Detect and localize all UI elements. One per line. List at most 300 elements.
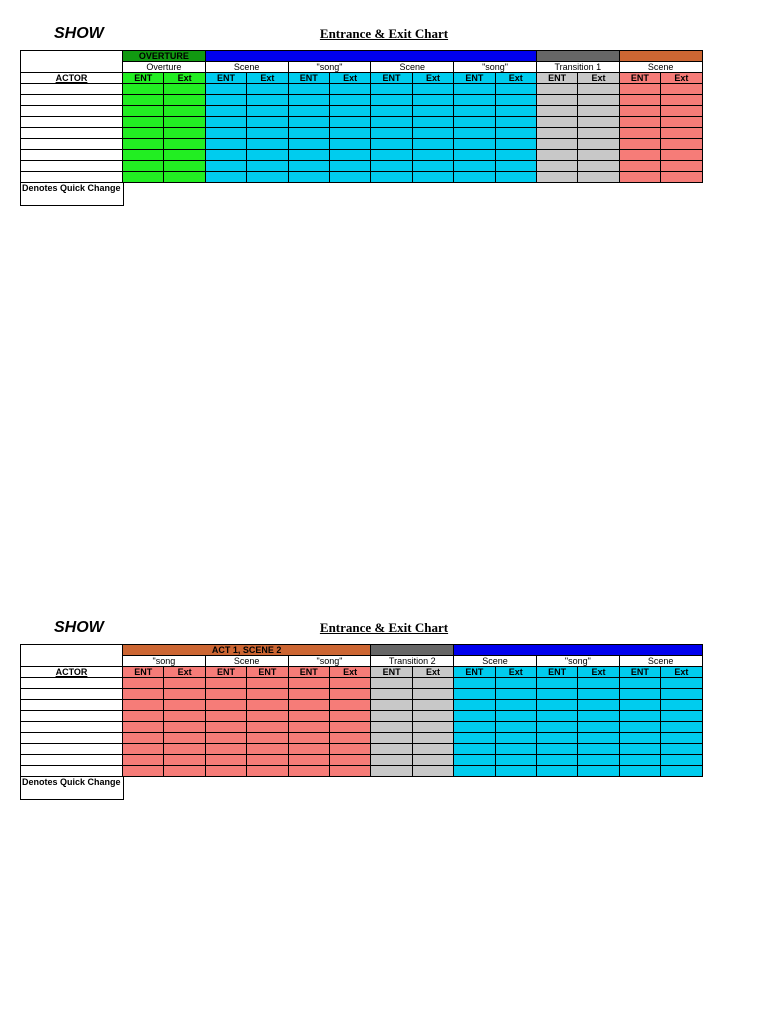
entry-cell[interactable] — [619, 95, 660, 106]
entry-cell[interactable] — [123, 755, 164, 766]
entry-cell[interactable] — [536, 766, 577, 777]
entry-cell[interactable] — [495, 150, 536, 161]
entry-cell[interactable] — [536, 84, 577, 95]
entry-cell[interactable] — [329, 733, 370, 744]
entry-cell[interactable] — [495, 689, 536, 700]
entry-cell[interactable] — [454, 722, 495, 733]
entry-cell[interactable] — [536, 117, 577, 128]
entry-cell[interactable] — [164, 150, 205, 161]
entry-cell[interactable] — [288, 128, 329, 139]
entry-cell[interactable] — [123, 678, 164, 689]
entry-cell[interactable] — [288, 689, 329, 700]
entry-cell[interactable] — [412, 150, 453, 161]
actor-row — [21, 150, 703, 161]
entry-cell[interactable] — [412, 678, 453, 689]
entry-cell[interactable] — [288, 150, 329, 161]
actor-name-cell[interactable] — [21, 95, 123, 106]
entry-cell[interactable] — [578, 700, 619, 711]
entry-cell[interactable] — [247, 84, 288, 95]
entry-cell[interactable] — [454, 117, 495, 128]
entry-cell[interactable] — [495, 95, 536, 106]
entry-cell[interactable] — [495, 700, 536, 711]
entry-cell[interactable] — [247, 700, 288, 711]
entry-cell[interactable] — [412, 689, 453, 700]
entry-cell[interactable] — [371, 117, 412, 128]
entry-cell[interactable] — [495, 106, 536, 117]
entry-cell[interactable] — [371, 139, 412, 150]
entry-cell[interactable] — [288, 95, 329, 106]
entry-cell[interactable] — [454, 95, 495, 106]
entry-cell[interactable] — [288, 84, 329, 95]
entry-cell[interactable] — [329, 700, 370, 711]
entry-cell[interactable] — [371, 678, 412, 689]
entry-cell[interactable] — [205, 711, 246, 722]
column-header: Ext — [412, 667, 453, 678]
entry-cell[interactable] — [578, 172, 619, 183]
entry-cell[interactable] — [412, 744, 453, 755]
entry-cell[interactable] — [619, 711, 660, 722]
entry-cell[interactable] — [454, 766, 495, 777]
entry-cell[interactable] — [205, 84, 246, 95]
entry-cell[interactable] — [454, 150, 495, 161]
entry-cell[interactable] — [412, 106, 453, 117]
entry-cell[interactable] — [123, 106, 164, 117]
actor-name-cell[interactable] — [21, 106, 123, 117]
entry-cell[interactable] — [329, 139, 370, 150]
entry-cell[interactable] — [371, 150, 412, 161]
entry-cell[interactable] — [495, 128, 536, 139]
entry-cell[interactable] — [578, 766, 619, 777]
entry-cell[interactable] — [247, 128, 288, 139]
entry-cell[interactable] — [661, 722, 702, 733]
entry-cell[interactable] — [288, 106, 329, 117]
entry-cell[interactable] — [536, 700, 577, 711]
entry-cell[interactable] — [661, 711, 702, 722]
entry-cell[interactable] — [247, 766, 288, 777]
entry-cell[interactable] — [247, 755, 288, 766]
entry-cell[interactable] — [454, 128, 495, 139]
entry-cell[interactable] — [329, 766, 370, 777]
entry-cell[interactable] — [288, 744, 329, 755]
entry-cell[interactable] — [661, 766, 702, 777]
entry-cell[interactable] — [371, 766, 412, 777]
entry-cell[interactable] — [247, 139, 288, 150]
entry-cell[interactable] — [371, 744, 412, 755]
entry-cell[interactable] — [164, 84, 205, 95]
entry-cell[interactable] — [288, 678, 329, 689]
entry-cell[interactable] — [164, 117, 205, 128]
entry-cell[interactable] — [329, 711, 370, 722]
actor-name-cell[interactable] — [21, 84, 123, 95]
show-title: SHOW — [54, 25, 104, 42]
entry-cell[interactable] — [247, 678, 288, 689]
entry-cell[interactable] — [371, 722, 412, 733]
segment-label: "song" — [288, 656, 371, 667]
segment-label: Overture — [123, 62, 206, 73]
entry-cell[interactable] — [619, 128, 660, 139]
column-header: ENT — [205, 667, 246, 678]
entry-cell[interactable] — [288, 700, 329, 711]
entry-cell[interactable] — [412, 766, 453, 777]
entry-cell[interactable] — [371, 95, 412, 106]
entry-cell[interactable] — [536, 95, 577, 106]
entry-cell[interactable] — [454, 172, 495, 183]
entry-cell[interactable] — [495, 161, 536, 172]
entry-cell[interactable] — [578, 689, 619, 700]
entry-cell[interactable] — [123, 139, 164, 150]
entry-cell[interactable] — [536, 678, 577, 689]
entry-cell[interactable] — [619, 766, 660, 777]
entry-cell[interactable] — [164, 128, 205, 139]
entry-cell[interactable] — [329, 744, 370, 755]
entry-cell[interactable] — [123, 84, 164, 95]
entry-cell[interactable] — [661, 172, 702, 183]
entry-cell[interactable] — [205, 106, 246, 117]
entry-cell[interactable] — [205, 733, 246, 744]
entry-cell[interactable] — [205, 755, 246, 766]
entry-cell[interactable] — [495, 139, 536, 150]
entry-cell[interactable] — [619, 117, 660, 128]
entry-cell[interactable] — [454, 689, 495, 700]
entry-cell[interactable] — [164, 744, 205, 755]
entry-cell[interactable] — [412, 700, 453, 711]
entry-cell[interactable] — [578, 711, 619, 722]
entry-cell[interactable] — [495, 117, 536, 128]
entry-cell[interactable] — [661, 95, 702, 106]
entry-cell[interactable] — [536, 744, 577, 755]
actor-name-cell[interactable] — [21, 722, 123, 733]
entry-cell[interactable] — [288, 766, 329, 777]
entry-cell[interactable] — [288, 139, 329, 150]
entry-cell[interactable] — [619, 139, 660, 150]
entry-cell[interactable] — [454, 744, 495, 755]
column-header: Ext — [578, 73, 619, 84]
entry-cell[interactable] — [578, 150, 619, 161]
entry-cell[interactable] — [619, 106, 660, 117]
entry-cell[interactable] — [164, 678, 205, 689]
entry-cell[interactable] — [247, 744, 288, 755]
actor-row — [21, 711, 703, 722]
entry-cell[interactable] — [371, 172, 412, 183]
entry-cell[interactable] — [536, 139, 577, 150]
entry-cell[interactable] — [578, 722, 619, 733]
entry-cell[interactable] — [578, 95, 619, 106]
entry-cell[interactable] — [454, 139, 495, 150]
entry-cell[interactable] — [371, 700, 412, 711]
entry-cell[interactable] — [578, 106, 619, 117]
entry-cell[interactable] — [661, 744, 702, 755]
entry-cell[interactable] — [412, 95, 453, 106]
entry-cell[interactable] — [288, 755, 329, 766]
entry-cell[interactable] — [578, 139, 619, 150]
entry-cell[interactable] — [164, 95, 205, 106]
entry-cell[interactable] — [371, 755, 412, 766]
entry-cell[interactable] — [495, 711, 536, 722]
actor-name-cell[interactable] — [21, 172, 123, 183]
entry-cell[interactable] — [661, 678, 702, 689]
entry-cell[interactable] — [619, 689, 660, 700]
segment-label-row — [21, 62, 703, 73]
entry-cell[interactable] — [164, 766, 205, 777]
entry-cell[interactable] — [495, 722, 536, 733]
entry-cell[interactable] — [454, 755, 495, 766]
segment-label: "song" — [536, 656, 619, 667]
entry-cell[interactable] — [329, 95, 370, 106]
entry-cell[interactable] — [123, 161, 164, 172]
entry-cell[interactable] — [619, 150, 660, 161]
actor-name-cell[interactable] — [21, 744, 123, 755]
entry-cell[interactable] — [164, 172, 205, 183]
entry-cell[interactable] — [619, 700, 660, 711]
entry-cell[interactable] — [205, 161, 246, 172]
entry-cell[interactable] — [536, 689, 577, 700]
column-header: ENT — [123, 667, 164, 678]
entry-cell[interactable] — [578, 117, 619, 128]
entry-cell[interactable] — [123, 722, 164, 733]
entry-cell[interactable] — [495, 766, 536, 777]
entry-cell[interactable] — [329, 172, 370, 183]
actor-name-cell[interactable] — [21, 117, 123, 128]
entry-cell[interactable] — [536, 172, 577, 183]
entry-cell[interactable] — [164, 161, 205, 172]
entry-cell[interactable] — [164, 700, 205, 711]
entry-cell[interactable] — [661, 161, 702, 172]
entry-cell[interactable] — [123, 128, 164, 139]
entry-cell[interactable] — [619, 678, 660, 689]
entry-cell[interactable] — [123, 733, 164, 744]
entry-cell[interactable] — [288, 172, 329, 183]
entry-cell[interactable] — [164, 755, 205, 766]
entry-cell[interactable] — [412, 755, 453, 766]
entry-cell[interactable] — [454, 678, 495, 689]
entry-cell[interactable] — [247, 161, 288, 172]
entry-cell[interactable] — [578, 678, 619, 689]
column-header: ENT — [288, 73, 329, 84]
entry-cell[interactable] — [247, 722, 288, 733]
entry-cell[interactable] — [495, 744, 536, 755]
entry-cell[interactable] — [247, 150, 288, 161]
entry-cell[interactable] — [205, 678, 246, 689]
quick-change-legend: Denotes Quick Change — [20, 776, 124, 800]
entry-cell[interactable] — [536, 755, 577, 766]
entry-cell[interactable] — [247, 117, 288, 128]
entry-cell[interactable] — [288, 722, 329, 733]
entry-cell[interactable] — [454, 733, 495, 744]
entry-cell[interactable] — [619, 744, 660, 755]
entry-cell[interactable] — [536, 106, 577, 117]
entry-cell[interactable] — [329, 678, 370, 689]
entry-cell[interactable] — [329, 128, 370, 139]
entry-cell[interactable] — [454, 84, 495, 95]
entry-cell[interactable] — [619, 161, 660, 172]
actor-name-cell[interactable] — [21, 700, 123, 711]
entry-cell[interactable] — [164, 722, 205, 733]
entry-cell[interactable] — [371, 689, 412, 700]
entry-cell[interactable] — [123, 689, 164, 700]
entry-cell[interactable] — [536, 722, 577, 733]
entry-cell[interactable] — [288, 161, 329, 172]
entry-cell[interactable] — [247, 106, 288, 117]
entry-cell[interactable] — [164, 711, 205, 722]
entry-cell[interactable] — [205, 150, 246, 161]
entry-cell[interactable] — [661, 84, 702, 95]
entry-cell[interactable] — [247, 172, 288, 183]
entry-cell[interactable] — [412, 84, 453, 95]
entry-cell[interactable] — [205, 117, 246, 128]
entry-cell[interactable] — [123, 150, 164, 161]
entry-cell[interactable] — [619, 755, 660, 766]
entry-cell[interactable] — [661, 117, 702, 128]
entry-cell[interactable] — [205, 95, 246, 106]
entry-cell[interactable] — [247, 95, 288, 106]
scene-group-header — [536, 51, 619, 62]
show-title: SHOW — [54, 619, 104, 636]
entry-cell[interactable] — [454, 106, 495, 117]
entry-cell[interactable] — [329, 106, 370, 117]
column-header: Ext — [164, 667, 205, 678]
entry-cell[interactable] — [247, 711, 288, 722]
actor-name-cell[interactable] — [21, 766, 123, 777]
entry-cell[interactable] — [578, 128, 619, 139]
scene-group-header — [619, 51, 702, 62]
entry-cell[interactable] — [412, 139, 453, 150]
entry-cell[interactable] — [454, 161, 495, 172]
entry-cell[interactable] — [205, 722, 246, 733]
entry-cell[interactable] — [412, 711, 453, 722]
actor-name-cell[interactable] — [21, 150, 123, 161]
entry-cell[interactable] — [371, 106, 412, 117]
actor-name-cell[interactable] — [21, 755, 123, 766]
actor-name-cell[interactable] — [21, 139, 123, 150]
entry-cell[interactable] — [329, 161, 370, 172]
entry-cell[interactable] — [619, 172, 660, 183]
entry-cell[interactable] — [123, 95, 164, 106]
entry-cell[interactable] — [371, 128, 412, 139]
entry-cell[interactable] — [578, 755, 619, 766]
entry-cell[interactable] — [412, 161, 453, 172]
chart-title: Entrance & Exit Chart — [319, 620, 449, 635]
entrance-exit-table — [20, 50, 703, 183]
entry-cell[interactable] — [578, 161, 619, 172]
actor-name-cell[interactable] — [21, 711, 123, 722]
entry-cell[interactable] — [123, 700, 164, 711]
entry-cell[interactable] — [412, 172, 453, 183]
entry-cell[interactable] — [661, 755, 702, 766]
entry-cell[interactable] — [661, 733, 702, 744]
entry-cell[interactable] — [247, 689, 288, 700]
column-header: Ext — [247, 73, 288, 84]
entry-cell[interactable] — [371, 161, 412, 172]
entry-cell[interactable] — [371, 733, 412, 744]
entry-cell[interactable] — [123, 766, 164, 777]
entry-cell[interactable] — [661, 128, 702, 139]
entry-cell[interactable] — [329, 755, 370, 766]
entry-cell[interactable] — [205, 172, 246, 183]
entry-cell[interactable] — [247, 733, 288, 744]
scene-group-header — [371, 645, 454, 656]
entry-cell[interactable] — [536, 128, 577, 139]
entry-cell[interactable] — [578, 744, 619, 755]
actor-row — [21, 733, 703, 744]
entry-cell[interactable] — [205, 700, 246, 711]
group-header-row — [21, 51, 703, 62]
entry-cell[interactable] — [164, 733, 205, 744]
entry-cell[interactable] — [619, 733, 660, 744]
entry-cell[interactable] — [412, 733, 453, 744]
entry-cell[interactable] — [536, 733, 577, 744]
actor-name-cell[interactable] — [21, 678, 123, 689]
entry-cell[interactable] — [619, 84, 660, 95]
entry-cell[interactable] — [164, 106, 205, 117]
entry-cell[interactable] — [205, 766, 246, 777]
entry-cell[interactable] — [123, 117, 164, 128]
entry-cell[interactable] — [412, 117, 453, 128]
entry-cell[interactable] — [578, 84, 619, 95]
entry-cell[interactable] — [205, 128, 246, 139]
entry-cell[interactable] — [371, 84, 412, 95]
actor-name-cell[interactable] — [21, 161, 123, 172]
actor-name-cell[interactable] — [21, 689, 123, 700]
entry-cell[interactable] — [164, 139, 205, 150]
column-header: Ext — [329, 667, 370, 678]
entry-cell[interactable] — [288, 117, 329, 128]
column-header: Ext — [412, 73, 453, 84]
entry-cell[interactable] — [495, 84, 536, 95]
actor-name-cell[interactable] — [21, 128, 123, 139]
entry-cell[interactable] — [661, 150, 702, 161]
entry-cell[interactable] — [619, 722, 660, 733]
entry-cell[interactable] — [495, 678, 536, 689]
entry-cell[interactable] — [661, 139, 702, 150]
entry-cell[interactable] — [412, 128, 453, 139]
entry-cell[interactable] — [205, 139, 246, 150]
entry-cell[interactable] — [454, 711, 495, 722]
actor-row — [21, 106, 703, 117]
entry-cell[interactable] — [661, 700, 702, 711]
actor-row — [21, 755, 703, 766]
entry-cell[interactable] — [329, 722, 370, 733]
actor-name-cell[interactable] — [21, 733, 123, 744]
entry-cell[interactable] — [412, 722, 453, 733]
entry-cell[interactable] — [495, 172, 536, 183]
entry-cell[interactable] — [288, 711, 329, 722]
column-header: ENT — [123, 73, 164, 84]
entry-cell[interactable] — [661, 689, 702, 700]
entry-cell[interactable] — [495, 733, 536, 744]
segment-label: "song" — [288, 62, 371, 73]
entry-cell[interactable] — [661, 106, 702, 117]
entry-cell[interactable] — [329, 84, 370, 95]
entry-cell[interactable] — [536, 150, 577, 161]
entry-cell[interactable] — [123, 744, 164, 755]
entry-cell[interactable] — [205, 689, 246, 700]
entry-cell[interactable] — [329, 689, 370, 700]
entry-cell[interactable] — [536, 161, 577, 172]
entry-cell[interactable] — [578, 733, 619, 744]
entry-cell[interactable] — [495, 755, 536, 766]
entry-cell[interactable] — [329, 150, 370, 161]
entry-cell[interactable] — [371, 711, 412, 722]
entry-cell[interactable] — [164, 689, 205, 700]
entry-cell[interactable] — [536, 711, 577, 722]
entry-cell[interactable] — [123, 711, 164, 722]
entry-cell[interactable] — [329, 117, 370, 128]
entry-cell[interactable] — [288, 733, 329, 744]
entry-cell[interactable] — [205, 744, 246, 755]
entry-cell[interactable] — [454, 700, 495, 711]
column-header-row — [21, 667, 703, 678]
entry-cell[interactable] — [123, 172, 164, 183]
